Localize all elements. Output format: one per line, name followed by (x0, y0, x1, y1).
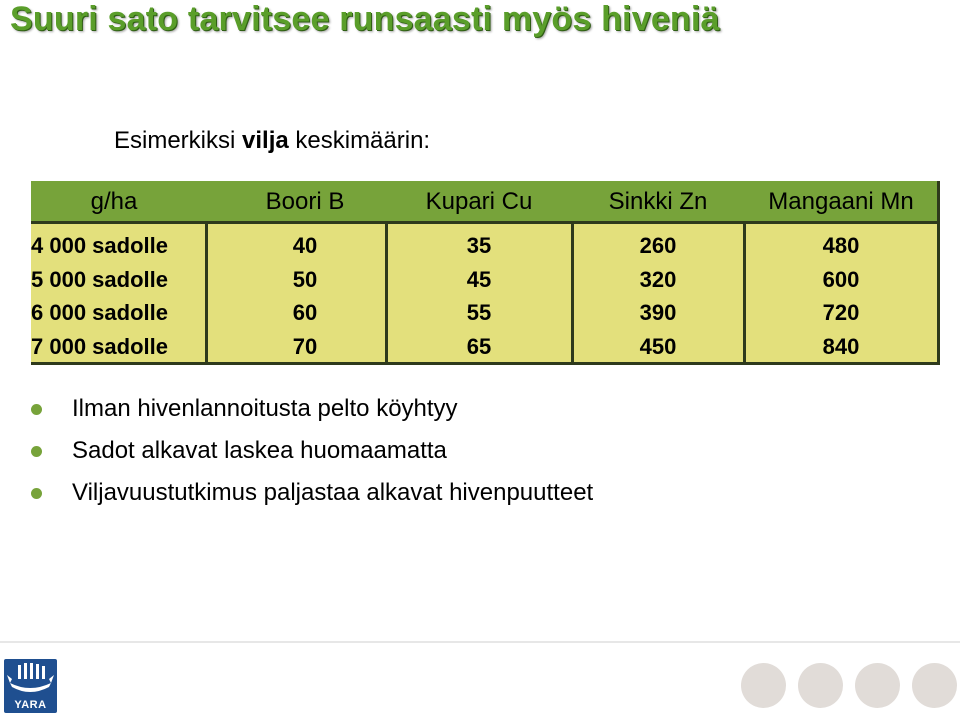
table-cell: 35 (466, 233, 492, 258)
bullet-item (31, 390, 593, 432)
slide-title: Suuri sato tarvitsee runsaasti myös hiveniä (10, 0, 720, 38)
row-label: 7 000 sadolle (31, 333, 168, 359)
column-divider (205, 224, 208, 365)
table-cell: 840 (822, 333, 860, 359)
boori-column (293, 229, 317, 363)
table-cell: 40 (292, 233, 318, 258)
bullet-dot-icon (31, 488, 42, 499)
logo-wordmark: YARA (14, 699, 47, 711)
column-divider (385, 224, 388, 365)
viking-ship-icon (4, 659, 57, 699)
table-cell: 45 (466, 266, 492, 292)
intro-bold: vilja (242, 127, 289, 154)
row-label: 4 000 sadolle (31, 233, 168, 258)
decorative-circle (855, 663, 900, 708)
intro-suffix: keskimäärin: (288, 127, 431, 154)
sinkki-column (640, 229, 677, 363)
table-cell: 480 (822, 233, 860, 258)
table-cell: 390 (639, 300, 677, 325)
table-cell: 720 (822, 300, 860, 325)
table-cell: 260 (639, 233, 677, 258)
decorative-circle (741, 663, 786, 708)
nutrient-table (31, 181, 940, 365)
bullet-dot-icon (31, 404, 42, 415)
row-labels-column (31, 229, 168, 363)
bullet-text: Viljavuustutkimus paljastaa alkavat hivenpuutteet (72, 479, 594, 506)
table-cell: 70 (292, 333, 318, 359)
table-cell: 55 (466, 300, 492, 325)
decorative-circle (798, 663, 843, 708)
yara-logo (4, 659, 57, 713)
row-label: 6 000 sadolle (31, 300, 168, 325)
bullet-text: Sadot alkavat laskea huomaamatta (72, 437, 447, 464)
header-g-ha: g/ha (90, 188, 138, 215)
bullet-text: Ilman hivenlannoitusta pelto köyhtyy (72, 395, 458, 422)
row-label: 5 000 sadolle (31, 266, 168, 292)
header-boori: Boori B (265, 188, 345, 215)
footer-divider (0, 641, 960, 643)
kupari-column (467, 229, 491, 363)
table-cell: 320 (639, 266, 677, 292)
header-kupari: Kupari Cu (425, 188, 533, 215)
table-cell: 50 (292, 266, 318, 292)
bullet-dot-icon (31, 446, 42, 457)
bullet-item (31, 432, 593, 474)
intro-prefix: Esimerkiksi (114, 127, 243, 154)
intro-text (114, 127, 430, 155)
header-mangaani: Mangaani Mn (768, 188, 914, 215)
table-cell: 600 (822, 266, 860, 292)
mangaani-column (823, 229, 860, 363)
column-divider (571, 224, 574, 365)
bullet-list (31, 390, 593, 516)
decorative-circle (912, 663, 957, 708)
table-cell: 65 (466, 333, 492, 359)
table-cell: 60 (292, 300, 318, 325)
column-divider (743, 224, 746, 365)
bullet-item (31, 474, 593, 516)
header-sinkki: Sinkki Zn (608, 188, 708, 215)
table-cell: 450 (639, 333, 677, 359)
